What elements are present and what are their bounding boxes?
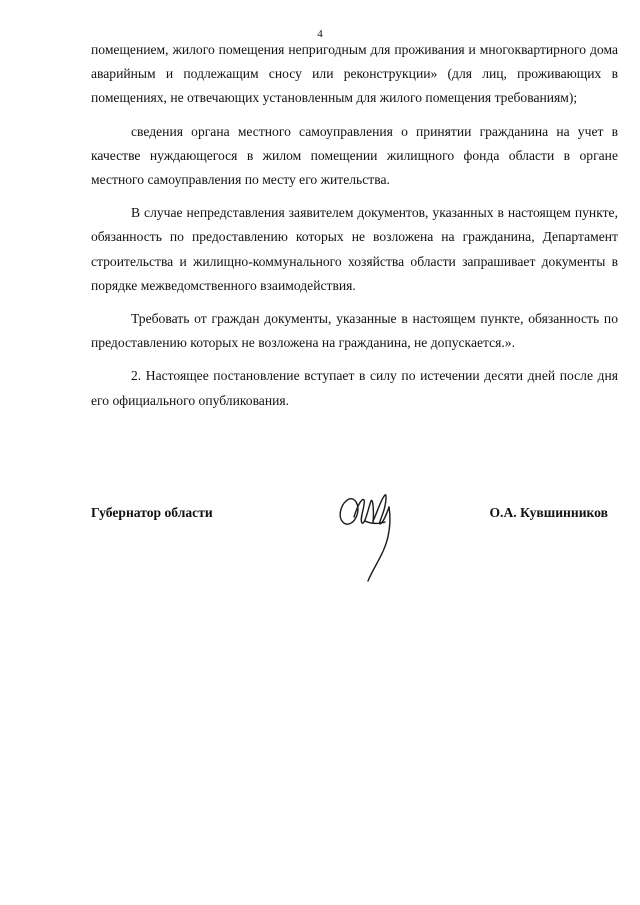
paragraph-missing-documents: В случае непредставления заявителем документов, указанных в настоящем пункте, обязанность по предоставлению которых не возложена на гражданина, Департамент строительства и жилищно-коммунального хозяйства области запрашивает документы в порядке межведомственного взаимодействия.	[91, 205, 618, 293]
paragraph-effective-date: 2. Настоящее постановление вступает в силу по истечении десяти дней после дня его официального опубликования.	[91, 368, 618, 408]
signature-block	[91, 505, 618, 585]
paragraph-continuation: помещением, жилого помещения непригодным для проживания и многоквартирного дома аварийным и подлежащим сносу или реконструкции» (для лиц, проживающих в помещениях, не отвечающих установленным для жилого помещения требованиям);	[91, 42, 618, 106]
signatory-title: Губернатор области	[91, 505, 213, 520]
paragraph-no-demand: Требовать от граждан документы, указанные в настоящем пункте, обязанность по предоставлению которых не возложена на гражданина, не допускается.».	[91, 311, 618, 351]
page-number: 4	[317, 28, 323, 40]
paragraph-local-authority-info: сведения органа местного самоуправления о принятии гражданина на учет в качестве нуждающегося в жилом помещении жилищного фонда области в органе местного самоуправления по месту его жительства.	[91, 123, 618, 188]
handwritten-signature	[335, 491, 401, 583]
signatory-name: О.А. Кувшинников	[489, 505, 608, 520]
document-body	[91, 38, 618, 413]
